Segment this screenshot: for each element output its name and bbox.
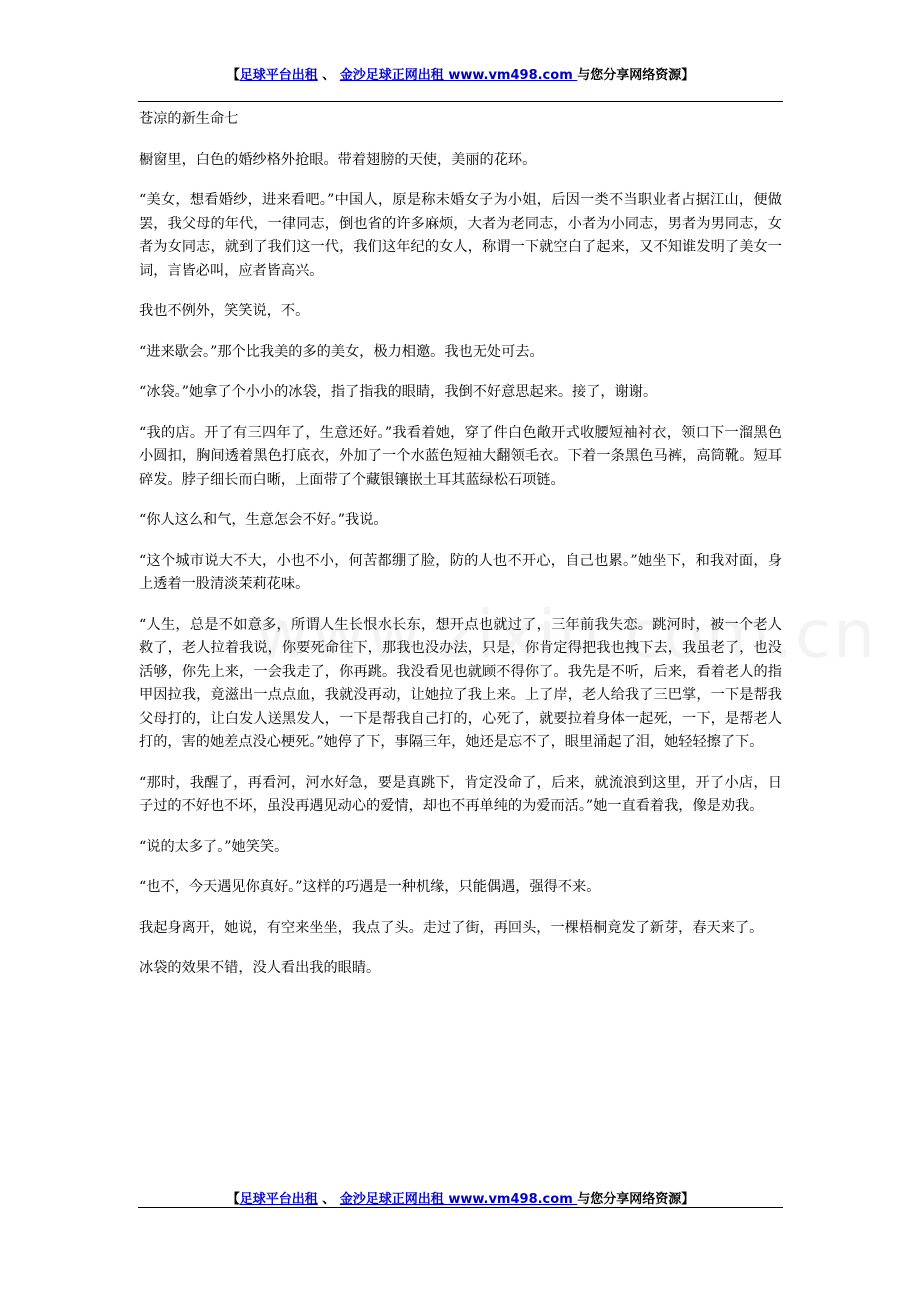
paragraph-10: “那时，我醒了，再看河，河水好急，要是真跳下，肯定没命了，后来，就流浪到这里，开了小店，日子过的不好也不坏，虽没再遇见动心的爱情，却也不再单纯的为爱而活。”她一直看着我，像是劝我。 [139,774,782,814]
page-header [138,64,783,83]
paragraph-12: “也不，今天遇见你真好。”这样的巧遇是一种机缘，只能偶遇，强得不来。 [139,879,601,895]
header-link-jinsha[interactable]: 金沙足球正网出租 www.vm498.com [339,68,578,83]
footer-divider [138,1207,783,1208]
paragraph-6: “我的店。开了有三四年了，生意还好。”我看着她，穿了件白色敞开式收腰短袖衬衣，领口下一溜黑色小圆扣，胸间透着黑色打底衣，外加了一个水蓝色短袖大翻领毛衣。下着一条黑色马裤，高筒靴。短耳碎发。脖子细长而白晰，上面带了个藏银镶嵌土耳其蓝绿松石项链。 [139,424,782,488]
footer-separator: 、 [317,1192,336,1207]
paragraph-5: “冰袋。”她拿了个小小的冰袋，指了指我的眼睛，我倒不好意思起来。接了，谢谢。 [139,384,658,400]
paragraph-2: “美女，想看婚纱，进来看吧。”中国人，原是称未婚女子为小姐，后因一类不当职业者占据江山，便做罢，我父母的年代，一律同志，倒也省的许多麻烦，大者为老同志，小者为小同志，男者为男同志，女者为女同志，就到了我们这一代，我们这年纪的女人，称谓一下就空白了起来，又不知谁发明了美女一词，言皆必叫，应者皆高兴。 [139,192,782,279]
header-open-bracket: 【 [226,68,240,83]
header-separator: 、 [317,68,336,83]
paragraph-7: “你人这么和气，生意怎会不好。”我说。 [139,512,388,528]
paragraph-3: 我也不例外，笑笑说，不。 [139,303,310,319]
paragraph-4: “进来歇会。”那个比我美的多的美女，极力相邀。我也无处可去。 [139,343,544,360]
paragraph-14: 冰袋的效果不错，没人看出我的眼睛。 [139,960,381,976]
paragraph-11: “说的太多了。”她笑笑。 [139,838,289,855]
footer-link-football-platform[interactable]: 足球平台出租 [239,1192,318,1207]
header-link-football-platform[interactable]: 足球平台出租 [239,68,318,83]
footer-close-bracket: 】 [681,1192,695,1207]
footer-open-bracket: 【 [226,1192,240,1207]
header-suffix: 与您分享网络资源 [577,68,682,83]
article-title: 苍凉的新生命七 [139,111,239,127]
footer-link-jinsha[interactable]: 金沙足球正网出租 www.vm498.com [339,1192,578,1207]
page-footer [138,1188,783,1207]
header-close-bracket: 】 [681,68,695,83]
paragraph-13: 我起身离开，她说，有空来坐坐，我点了头。走过了街，再回头，一棵梧桐竟发了新芽，春天来了。 [139,919,764,936]
paragraph-9: “人生，总是不如意多，所谓人生长恨水长东，想开点也就过了，三年前我失恋。跳河时，被一个老人救了，老人拉着我说，你要死命往下，那我也没办法，只是，你肯定得把我也拽下去，我虽老了，也没活够，你先上来，一会我走了，你再跳。我没看见也就顾不得你了。我先是不听，后来，看着老人的指甲因拉我，竟滋出一点点血，我就没再动，让她拉了我上来。上了岸，老人给我了三巴掌，一下是帮我父母打的，让白发人送黑发人，一下是帮我自己打的，心死了，就要拉着身体一起死，一下，是帮老人打的，害的她差点没心梗死。”她停了下，事隔三年，她还是忘不了，眼里涌起了泪，她轻轻擦了下。 [139,616,782,750]
header-divider [138,101,783,102]
article-body [139,108,782,998]
footer-suffix: 与您分享网络资源 [577,1192,682,1207]
paragraph-8: “这个城市说大不大，小也不小，何苦都绷了脸，防的人也不开心，自己也累。”她坐下，和我对面，身上透着一股清淡茉莉花味。 [139,552,782,592]
paragraph-1: 橱窗里，白色的婚纱格外抢眼。带着翅膀的天使，美丽的花环。 [139,151,537,168]
